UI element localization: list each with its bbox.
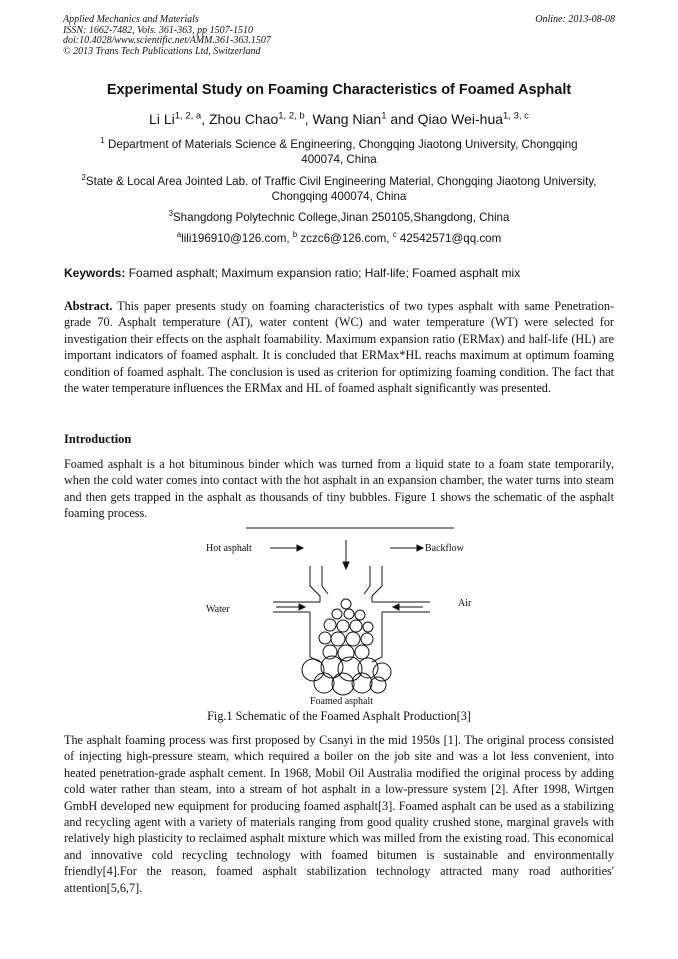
- bubble: [363, 622, 373, 632]
- author-affiliation-mark: 1, 2, b: [278, 110, 305, 122]
- author-name: Li Li: [149, 111, 175, 127]
- nozzle-left-wall: [310, 612, 320, 662]
- bubble: [314, 673, 334, 693]
- author-name: Zhou Chao: [208, 111, 279, 127]
- author-list: Li Li$^{1, 2, a}$, Zhou Chao$^{1, 2, b}$, Wang Nian$^1$ and Qiao Wei-hua$^{1, 3, c}$: [149, 110, 529, 127]
- air-arrow-head: [393, 604, 399, 610]
- hot-asphalt-arrow-head: [297, 545, 303, 551]
- label-hot-asphalt: Hot asphalt: [206, 543, 252, 554]
- bubble: [332, 609, 342, 619]
- chamber-right-inner-wall: [364, 566, 370, 594]
- keywords-text: Foamed asphalt; Maximum expansion ratio; Half-life; Foamed asphalt mix: [125, 266, 521, 280]
- bubble: [331, 632, 345, 646]
- label-backflow: Backflow: [425, 543, 464, 554]
- author-name: Wang Nian: [312, 111, 382, 127]
- label-foamed-asphalt: Foamed asphalt: [310, 696, 374, 707]
- bubble: [344, 609, 354, 619]
- author-name: Qiao Wei-hua: [417, 111, 504, 127]
- foam-bubbles: [302, 599, 391, 695]
- copyright-line: © 2013 Trans Tech Publications Ltd, Switzerland: [63, 45, 261, 57]
- figure-caption: Fig.1 Schematic of the Foamed Asphalt Production[3]: [207, 709, 471, 723]
- abstract-text: This paper presents study on foaming characteristics of two types asphalt with same Penetration-grade 70. Asphalt temperature (AT), water content (WC) and water temperature (WT) were selected for investigation their effects on the asphalt foamability. Maximum expansion ratio (ERMax) and half-life (HL) are important indicators of foamed asphalt. It is concluded that ERMax*HL reachs maximum at optimum foaming condition of foamed asphalt. The conclusion is used as criterion for optimizing foaming condition. The fact that the water temperature influences the ERMax and HL of foamed asphalt significantly was presented.: [64, 299, 614, 396]
- down-arrow-head: [343, 562, 349, 569]
- journal-header: [63, 15, 615, 57]
- abstract-label: Abstract.: [64, 299, 113, 313]
- issn-line: ISSN: 1662-7482, Vols. 361-363, pp 1507-1510: [63, 24, 253, 36]
- chamber-left-inner-wall: [322, 566, 328, 594]
- intro-paragraph-1: Foamed asphalt is a hot bituminous binder which was turned from a liquid state to a foam state temporarily, when the cold water comes into contact with the hot asphalt in an expansion chamber, the water turns into steam and then gets trapped in the asphalt as thousands of tiny bubbles. Figure 1 shows the schematic of the asphalt foaming process.: [64, 457, 614, 521]
- foaming-schematic-figure: [198, 522, 488, 712]
- doi-line: doi:10.4028/www.scientific.net/AMM.361-363.1507: [63, 35, 271, 47]
- affiliation-1: $^1$ Department of Materials Science & Engineering, Chongqing Jiaotong University, Chongqing 400074, China: [100, 136, 578, 166]
- author-affiliation-mark: 1: [381, 110, 387, 122]
- keywords: [64, 266, 624, 280]
- bubble: [302, 659, 324, 681]
- chamber-left-wall-upper: [310, 566, 320, 602]
- section-heading-introduction: Introduction: [64, 432, 132, 446]
- label-air: Air: [458, 598, 472, 609]
- water-arrow-head: [299, 604, 305, 610]
- label-water: Water: [206, 604, 230, 615]
- bubble: [337, 620, 349, 632]
- backflow-arrow-head: [417, 545, 423, 551]
- affiliation-3: $^3$Shangdong Polytechnic College,Jinan 250105,Shangdong, China: [168, 209, 510, 224]
- abstract: [64, 298, 614, 396]
- bubble: [355, 645, 369, 659]
- affiliation-2: $^2$State & Local Area Jointed Lab. of Traffic Civil Engineering Material, Chongqing Jiaotong University, Chongqing 400074, China: [81, 173, 597, 203]
- author-affiliation-mark: 1, 3, c: [503, 110, 529, 122]
- author-affiliation-mark: 1, 2, a: [174, 110, 202, 122]
- bubble: [361, 633, 373, 645]
- paper-title: Experimental Study on Foaming Characteristics of Foamed Asphalt: [106, 82, 572, 98]
- bubble: [324, 619, 336, 631]
- intro-paragraph-2: The asphalt foaming process was first proposed by Csanyi in the mid 1950s [1]. The original process consisted of injecting high-pressure steam, which required a boiler on the job site and was a lot less convenient, into heated penetration-grade asphalt cement. In 1968, Mobil Oil Australia modified the original process by adding cold water rather than steam, into a stream of hot asphalt in a low-pressure system [2]. After 1998, Wirtgen GmbH developed new equipment for producing foamed asphalt[3]. Foamed asphalt can be used as a stabilizing and recycling agent with a variety of materials ranging from good quality crushed stone, marginal gravels with relatively high plasticity to reclaimed asphalt mixture which was milled from the existing road. This economical and innovative cold recycling technology with foamed bitumen is sustainable and environmentally friendly[4].For the reason, foamed asphalt stabilization technology attracted many road authorities' attention[5,6,7].: [64, 733, 614, 895]
- journal-name: Applied Mechanics and Materials: [63, 14, 199, 25]
- bubble: [319, 632, 331, 644]
- bubble: [338, 645, 354, 661]
- chamber-right-wall-upper: [372, 566, 382, 602]
- keywords-label: Keywords:: [64, 266, 126, 280]
- bubble: [346, 632, 360, 646]
- nozzle-right-wall: [372, 612, 382, 662]
- bubble: [332, 673, 354, 695]
- bubble: [370, 677, 386, 693]
- bubble: [341, 599, 351, 609]
- bubble: [355, 610, 365, 620]
- online-date: Online: 2013-08-08: [535, 14, 615, 25]
- email-line: $^a$lili196910@126.com, $^b$ zczc6@126.com, $^c$ 42542571@qq.com: [176, 230, 502, 245]
- bubble: [350, 620, 362, 632]
